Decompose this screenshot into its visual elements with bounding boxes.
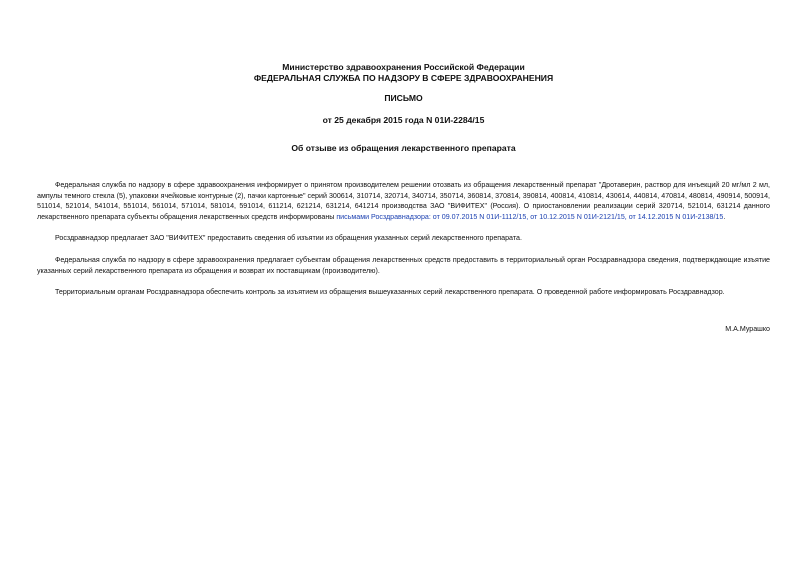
- paragraph-3: Федеральная служба по надзору в сфере здравоохранения предлагает субъектам обращения лекарственных средств предоставить в территориальный орган Росздравнадзора сведения, подтверждающие изъятие указанных серий лекарственного препарата из обращения и возврат их поставщикам (производителю).: [37, 255, 770, 275]
- paragraph-1: [37, 180, 770, 222]
- document-page: [37, 62, 770, 334]
- paragraph-1-text: Федеральная служба по надзору в сфере здравоохранения информирует о принятом производителем решении отозвать из обращения лекарственный препарат "Дротаверин, раствор для инъекций 20 мг/мл 2 мл, ампулы темного стекла (5), упаковки ячейковые контурные (2), пачки картонные" серий 300614, 310714, 320714, 340714, 350714, 360814, 370814, 390814, 400814, 410814, 430614, 440814, 470814, 480814, 490914, 500914, 511014, 521014, 541014, 551014, 561014, 571014, 581014, 591014, 611214, 621214, 631214, 641214 производства ЗАО "ВИФИТЕХ" (Россия). О приостановлении реализации серий 320714, 521014, 631214 данного лекарственного препарата субъекты обращения лекарственных средств информированы: [37, 181, 770, 221]
- paragraph-2: Росздравнадзор предлагает ЗАО "ВИФИТЕХ" предоставить сведения об изъятии из обращения указанных серий лекарственного препарата.: [55, 234, 522, 243]
- paragraph-4: Территориальным органам Росздравнадзора обеспечить контроль за изъятием из обращения вышеуказанных серий лекарственного препарата. О проведенной работе информировать Росздравнадзор.: [55, 288, 725, 297]
- document-type: ПИСЬМО: [384, 93, 423, 103]
- agency-name: ФЕДЕРАЛЬНАЯ СЛУЖБА ПО НАДЗОРУ В СФЕРЕ ЗДРАВООХРАНЕНИЯ: [253, 73, 554, 83]
- paragraph-1-end: .: [723, 212, 726, 221]
- document-date-number: от 25 декабря 2015 года N 01И-2284/15: [322, 115, 485, 125]
- signature: М.А.Мурашко: [725, 324, 770, 333]
- document-subject: Об отзыве из обращения лекарственного препарата: [291, 143, 516, 153]
- ministry-name: Министерство здравоохранения Российской Федерации: [282, 62, 525, 72]
- document-header: [37, 62, 770, 154]
- letters-link[interactable]: письмами Росздравнадзора: от 09.07.2015 N 01И-1112/15, от 10.12.2015 N 01И-2121/15, от 14.12.2015 N 01И-2138/15: [336, 212, 724, 221]
